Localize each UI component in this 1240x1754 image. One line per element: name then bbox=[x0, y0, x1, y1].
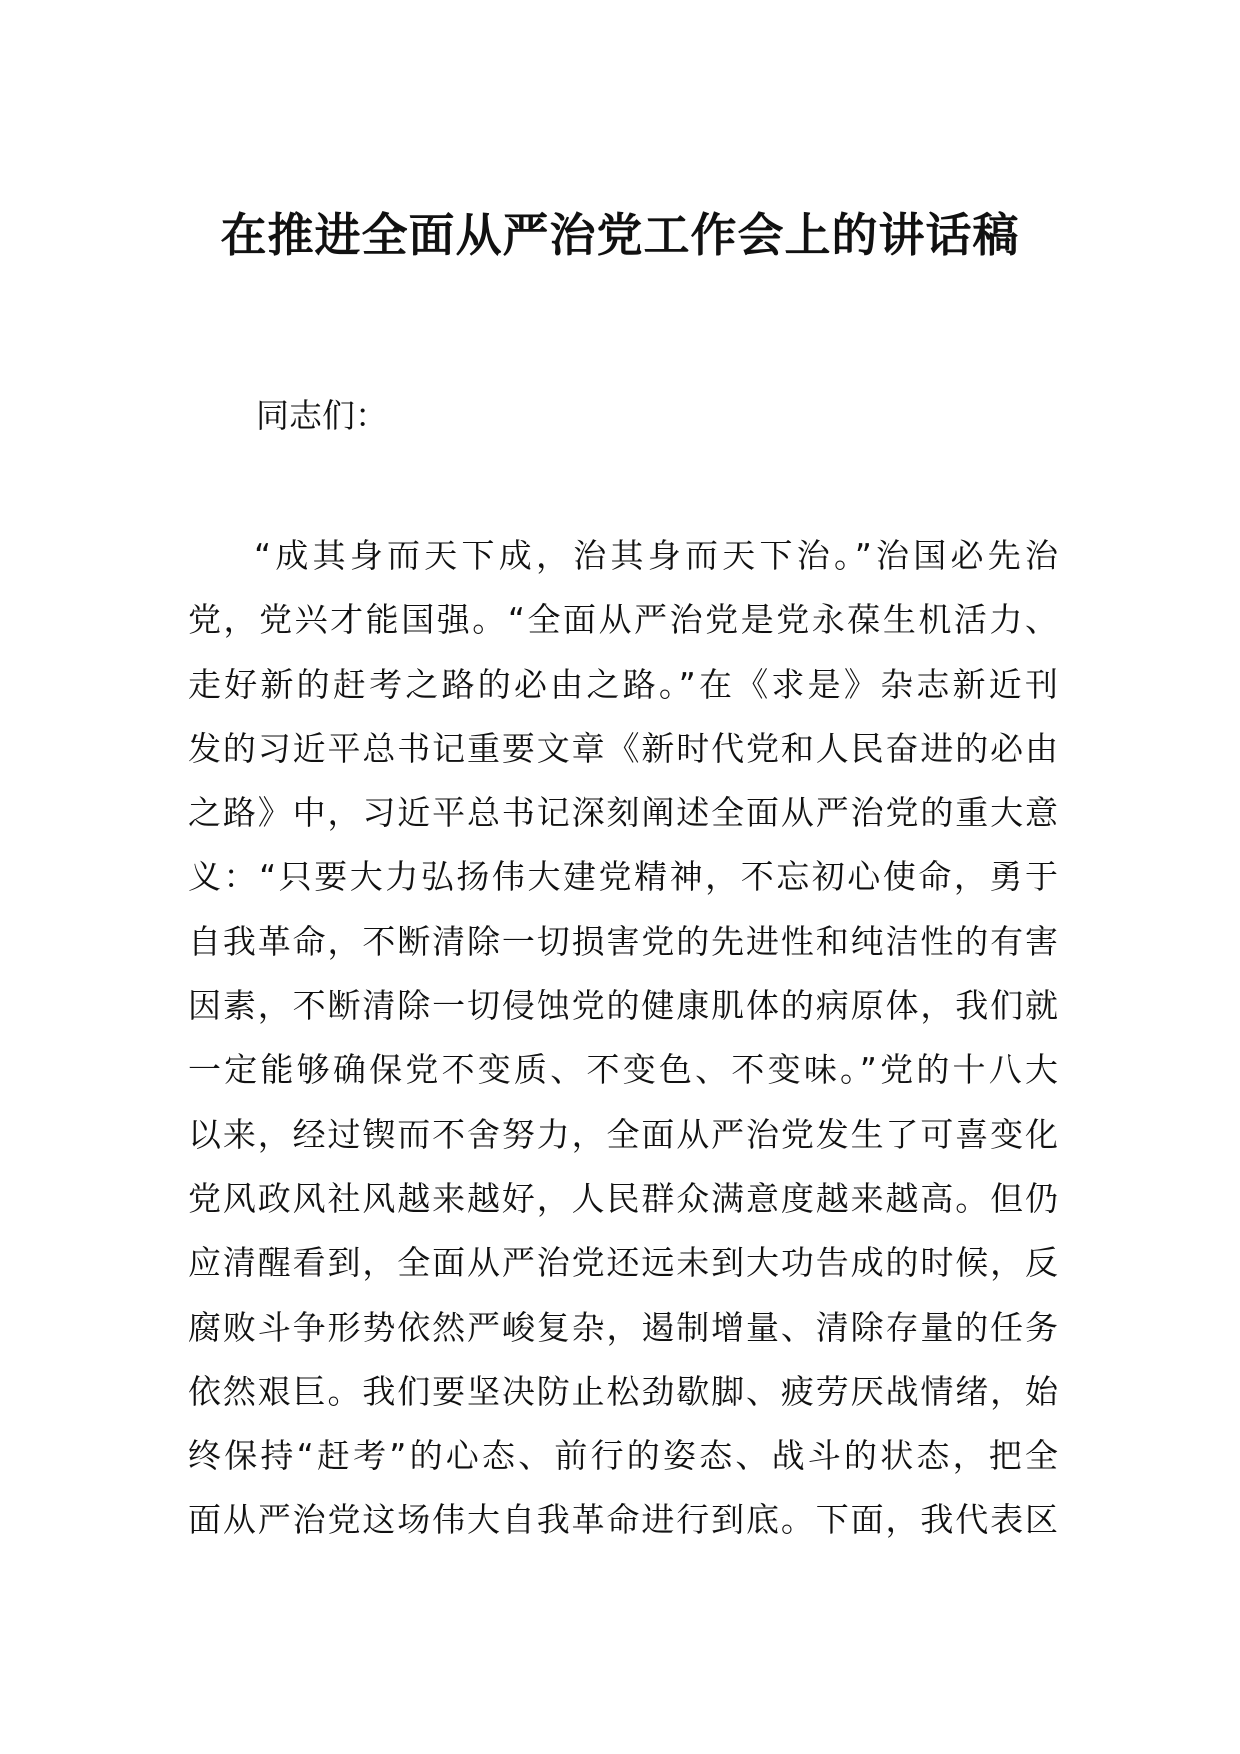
body-line: 自我革命，不断清除一切损害党的先进性和纯洁性的有害 bbox=[188, 921, 1058, 961]
body-line: 发的习近平总书记重要文章《新时代党和人民奋进的必由 bbox=[188, 728, 1058, 768]
body-line: 以来，经过锲而不舍努力，全面从严治党发生了可喜变化 bbox=[188, 1114, 1058, 1154]
body-line: 依然艰巨。我们要坚决防止松劲歇脚、疲劳厌战情绪，始 bbox=[188, 1371, 1058, 1411]
body-line: 因素，不断清除一切侵蚀党的健康肌体的病原体，我们就 bbox=[188, 986, 1058, 1026]
body-line: 面从严治党这场伟大自我革命进行到底。下面，我代表区 bbox=[188, 1500, 1058, 1540]
body-line: 终保持“赶考”的心态、前行的姿态、战斗的状态，把全 bbox=[188, 1436, 1058, 1476]
body-line: 党，党兴才能国强。“全面从严治党是党永葆生机活力、 bbox=[188, 600, 1058, 640]
page-title: 在推进全面从严治党工作会上的讲话稿 bbox=[220, 208, 1020, 262]
body-line: 之路》中，习近平总书记深刻阐述全面从严治党的重大意 bbox=[188, 793, 1058, 833]
body-line: 义：“只要大力弘扬伟大建党精神，不忘初心使命，勇于 bbox=[188, 857, 1058, 897]
body-line: 党风政风社风越来越好，人民群众满意度越来越高。但仍 bbox=[188, 1178, 1058, 1218]
body-line: 走好新的赶考之路的必由之路。”在《求是》杂志新近刊 bbox=[188, 664, 1058, 704]
body-line: 腐败斗争形势依然严峻复杂，遏制增量、清除存量的任务 bbox=[188, 1307, 1058, 1347]
body-line: “成其身而天下成，治其身而天下治。”治国必先治 bbox=[254, 536, 1058, 575]
body-line: 一定能够确保党不变质、不变色、不变味。”党的十八大 bbox=[188, 1050, 1058, 1090]
salutation: 同志们： bbox=[256, 396, 388, 435]
body-line: 应清醒看到，全面从严治党还远未到大功告成的时候，反 bbox=[188, 1243, 1058, 1283]
body-paragraph bbox=[188, 524, 1058, 1553]
